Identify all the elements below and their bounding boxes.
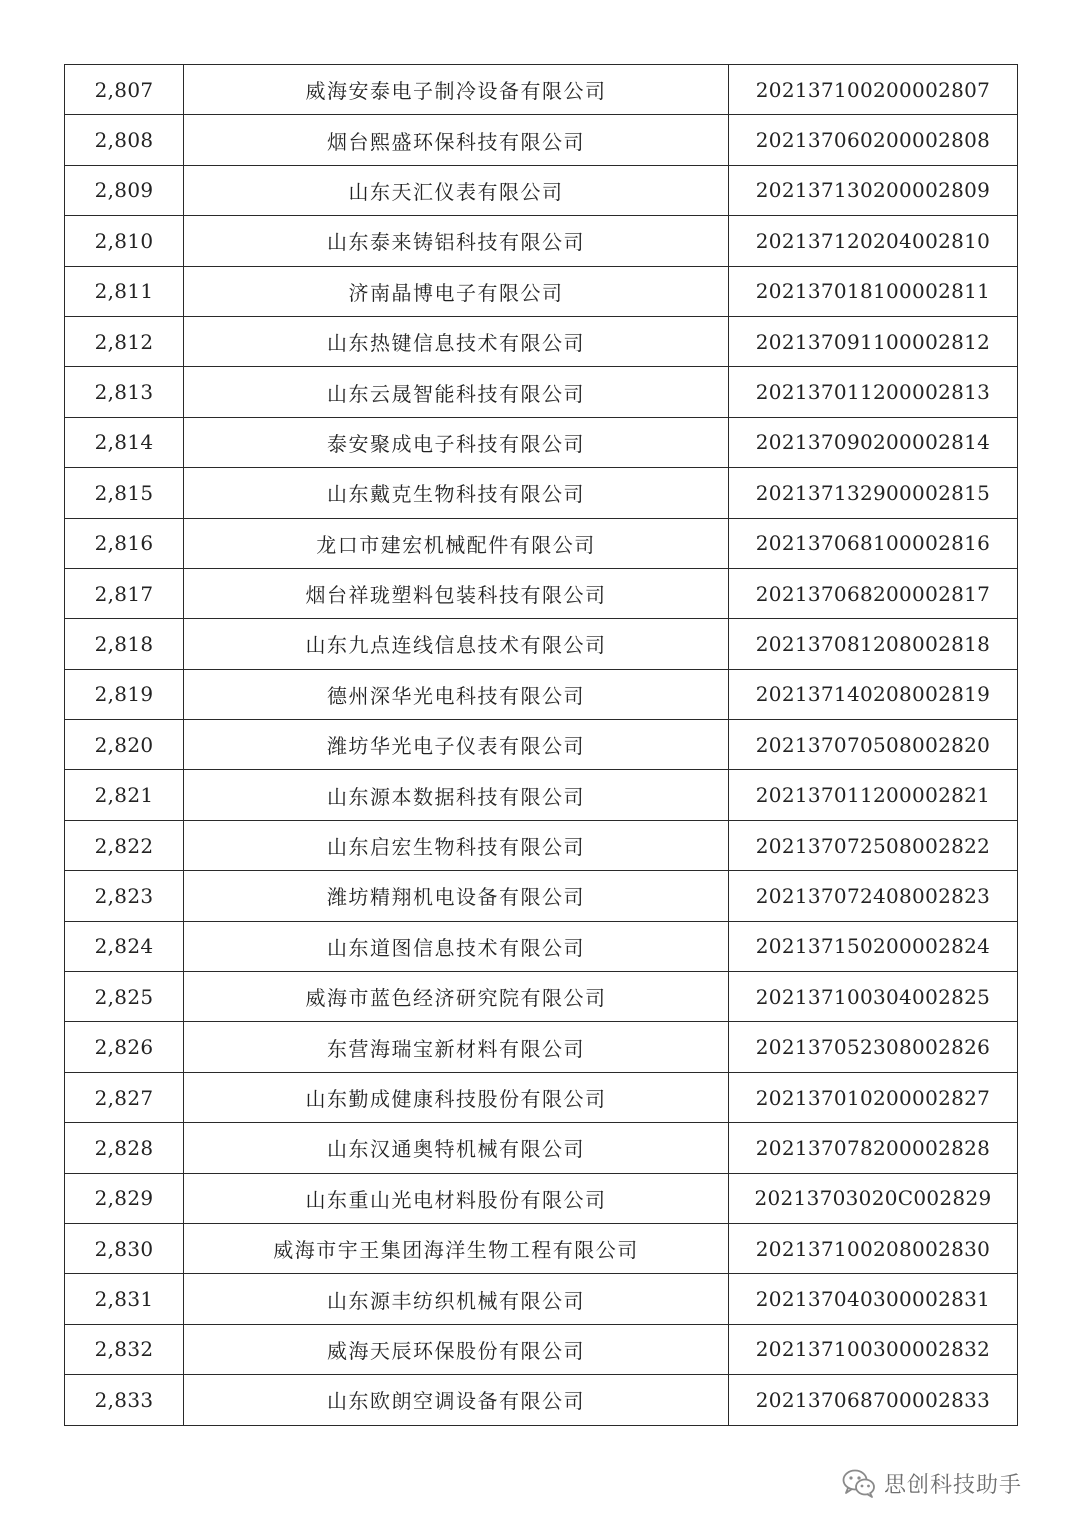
table-row xyxy=(65,1324,1018,1374)
company-name-cell: 烟台熙盛环保科技有限公司 xyxy=(184,115,729,165)
registration-code-cell: 202137091100002812 xyxy=(729,316,1018,366)
row-index-cell: 2,810 xyxy=(65,216,184,266)
registration-code-cell: 202137140208002819 xyxy=(729,669,1018,719)
registration-code-cell: 202137040300002831 xyxy=(729,1274,1018,1324)
registration-code-cell: 202137068700002833 xyxy=(729,1375,1018,1425)
table-row xyxy=(65,1223,1018,1273)
company-name-cell: 山东戴克生物科技有限公司 xyxy=(184,468,729,518)
row-index-cell: 2,823 xyxy=(65,871,184,921)
row-index-cell: 2,821 xyxy=(65,770,184,820)
registration-code-cell: 202137011200002821 xyxy=(729,770,1018,820)
row-index-cell: 2,828 xyxy=(65,1123,184,1173)
row-index-cell: 2,816 xyxy=(65,518,184,568)
registration-code-cell: 202137120204002810 xyxy=(729,216,1018,266)
row-index-cell: 2,822 xyxy=(65,820,184,870)
table-row xyxy=(65,1375,1018,1425)
row-index-cell: 2,818 xyxy=(65,619,184,669)
table-row xyxy=(65,266,1018,316)
row-index-cell: 2,820 xyxy=(65,720,184,770)
company-name-cell: 山东重山光电材料股份有限公司 xyxy=(184,1173,729,1223)
company-name-cell: 龙口市建宏机械配件有限公司 xyxy=(184,518,729,568)
registration-code-cell: 202137052308002826 xyxy=(729,1022,1018,1072)
company-name-cell: 山东源丰纺织机械有限公司 xyxy=(184,1274,729,1324)
registration-code-cell: 202137068100002816 xyxy=(729,518,1018,568)
company-name-cell: 威海市宇王集团海洋生物工程有限公司 xyxy=(184,1223,729,1273)
table-row xyxy=(65,669,1018,719)
row-index-cell: 2,809 xyxy=(65,165,184,215)
registration-code-cell: 202137130200002809 xyxy=(729,165,1018,215)
table-row xyxy=(65,720,1018,770)
table-row xyxy=(65,417,1018,467)
row-index-cell: 2,830 xyxy=(65,1223,184,1273)
table-row xyxy=(65,1072,1018,1122)
row-index-cell: 2,817 xyxy=(65,568,184,618)
company-name-cell: 潍坊精翔机电设备有限公司 xyxy=(184,871,729,921)
registration-code-cell: 202137100208002830 xyxy=(729,1223,1018,1273)
registration-code-cell: 202137100304002825 xyxy=(729,972,1018,1022)
wechat-icon xyxy=(842,1468,876,1498)
row-index-cell: 2,825 xyxy=(65,972,184,1022)
row-index-cell: 2,831 xyxy=(65,1274,184,1324)
company-name-cell: 威海天辰环保股份有限公司 xyxy=(184,1324,729,1374)
table-row xyxy=(65,921,1018,971)
company-name-cell: 山东欧朗空调设备有限公司 xyxy=(184,1375,729,1425)
company-name-cell: 山东源本数据科技有限公司 xyxy=(184,770,729,820)
row-index-cell: 2,829 xyxy=(65,1173,184,1223)
registration-code-cell: 202137068200002817 xyxy=(729,568,1018,618)
table-row xyxy=(65,770,1018,820)
company-name-cell: 山东道图信息技术有限公司 xyxy=(184,921,729,971)
table-row xyxy=(65,1274,1018,1324)
company-name-cell: 济南晶博电子有限公司 xyxy=(184,266,729,316)
table-row xyxy=(65,1173,1018,1223)
table-row xyxy=(65,1022,1018,1072)
table-body xyxy=(65,65,1018,1426)
registration-code-cell: 202137081208002818 xyxy=(729,619,1018,669)
row-index-cell: 2,815 xyxy=(65,468,184,518)
row-index-cell: 2,826 xyxy=(65,1022,184,1072)
registration-code-cell: 20213703020C002829 xyxy=(729,1173,1018,1223)
registration-code-cell: 202137150200002824 xyxy=(729,921,1018,971)
table-row xyxy=(65,568,1018,618)
registration-code-cell: 202137072408002823 xyxy=(729,871,1018,921)
table-row xyxy=(65,367,1018,417)
company-name-cell: 山东汉通奥特机械有限公司 xyxy=(184,1123,729,1173)
company-name-cell: 德州深华光电科技有限公司 xyxy=(184,669,729,719)
table-row xyxy=(65,216,1018,266)
table-row xyxy=(65,820,1018,870)
table-row xyxy=(65,619,1018,669)
registration-code-cell: 202137100300002832 xyxy=(729,1324,1018,1374)
table-row xyxy=(65,972,1018,1022)
company-name-cell: 山东热键信息技术有限公司 xyxy=(184,316,729,366)
table-row xyxy=(65,65,1018,115)
row-index-cell: 2,807 xyxy=(65,65,184,115)
registration-code-cell: 202137011200002813 xyxy=(729,367,1018,417)
row-index-cell: 2,813 xyxy=(65,367,184,417)
registration-code-cell: 202137090200002814 xyxy=(729,417,1018,467)
row-index-cell: 2,833 xyxy=(65,1375,184,1425)
table-row xyxy=(65,871,1018,921)
table-row xyxy=(65,165,1018,215)
registration-code-cell: 202137072508002822 xyxy=(729,820,1018,870)
table-row xyxy=(65,1123,1018,1173)
company-name-cell: 威海市蓝色经济研究院有限公司 xyxy=(184,972,729,1022)
registration-code-cell: 202137060200002808 xyxy=(729,115,1018,165)
row-index-cell: 2,832 xyxy=(65,1324,184,1374)
registration-code-cell: 202137078200002828 xyxy=(729,1123,1018,1173)
company-name-cell: 山东九点连线信息技术有限公司 xyxy=(184,619,729,669)
table-row xyxy=(65,518,1018,568)
enterprise-registry-table xyxy=(64,64,1018,1426)
registration-code-cell: 202137132900002815 xyxy=(729,468,1018,518)
row-index-cell: 2,811 xyxy=(65,266,184,316)
company-name-cell: 威海安泰电子制冷设备有限公司 xyxy=(184,65,729,115)
company-name-cell: 东营海瑞宝新材料有限公司 xyxy=(184,1022,729,1072)
company-name-cell: 潍坊华光电子仪表有限公司 xyxy=(184,720,729,770)
row-index-cell: 2,827 xyxy=(65,1072,184,1122)
row-index-cell: 2,824 xyxy=(65,921,184,971)
company-name-cell: 山东云晟智能科技有限公司 xyxy=(184,367,729,417)
company-name-cell: 山东天汇仪表有限公司 xyxy=(184,165,729,215)
company-name-cell: 烟台祥珑塑料包装科技有限公司 xyxy=(184,568,729,618)
wechat-watermark xyxy=(842,1463,1022,1503)
company-name-cell: 山东泰来铸铝科技有限公司 xyxy=(184,216,729,266)
registration-code-cell: 202137018100002811 xyxy=(729,266,1018,316)
row-index-cell: 2,808 xyxy=(65,115,184,165)
row-index-cell: 2,814 xyxy=(65,417,184,467)
company-name-cell: 山东启宏生物科技有限公司 xyxy=(184,820,729,870)
row-index-cell: 2,819 xyxy=(65,669,184,719)
table-row xyxy=(65,115,1018,165)
watermark-text: 思创科技助手 xyxy=(884,1472,1023,1498)
table-row xyxy=(65,316,1018,366)
table-row xyxy=(65,468,1018,518)
row-index-cell: 2,812 xyxy=(65,316,184,366)
company-name-cell: 泰安聚成电子科技有限公司 xyxy=(184,417,729,467)
registration-code-cell: 202137010200002827 xyxy=(729,1072,1018,1122)
registration-code-cell: 202137100200002807 xyxy=(729,65,1018,115)
company-name-cell: 山东勤成健康科技股份有限公司 xyxy=(184,1072,729,1122)
registration-code-cell: 202137070508002820 xyxy=(729,720,1018,770)
